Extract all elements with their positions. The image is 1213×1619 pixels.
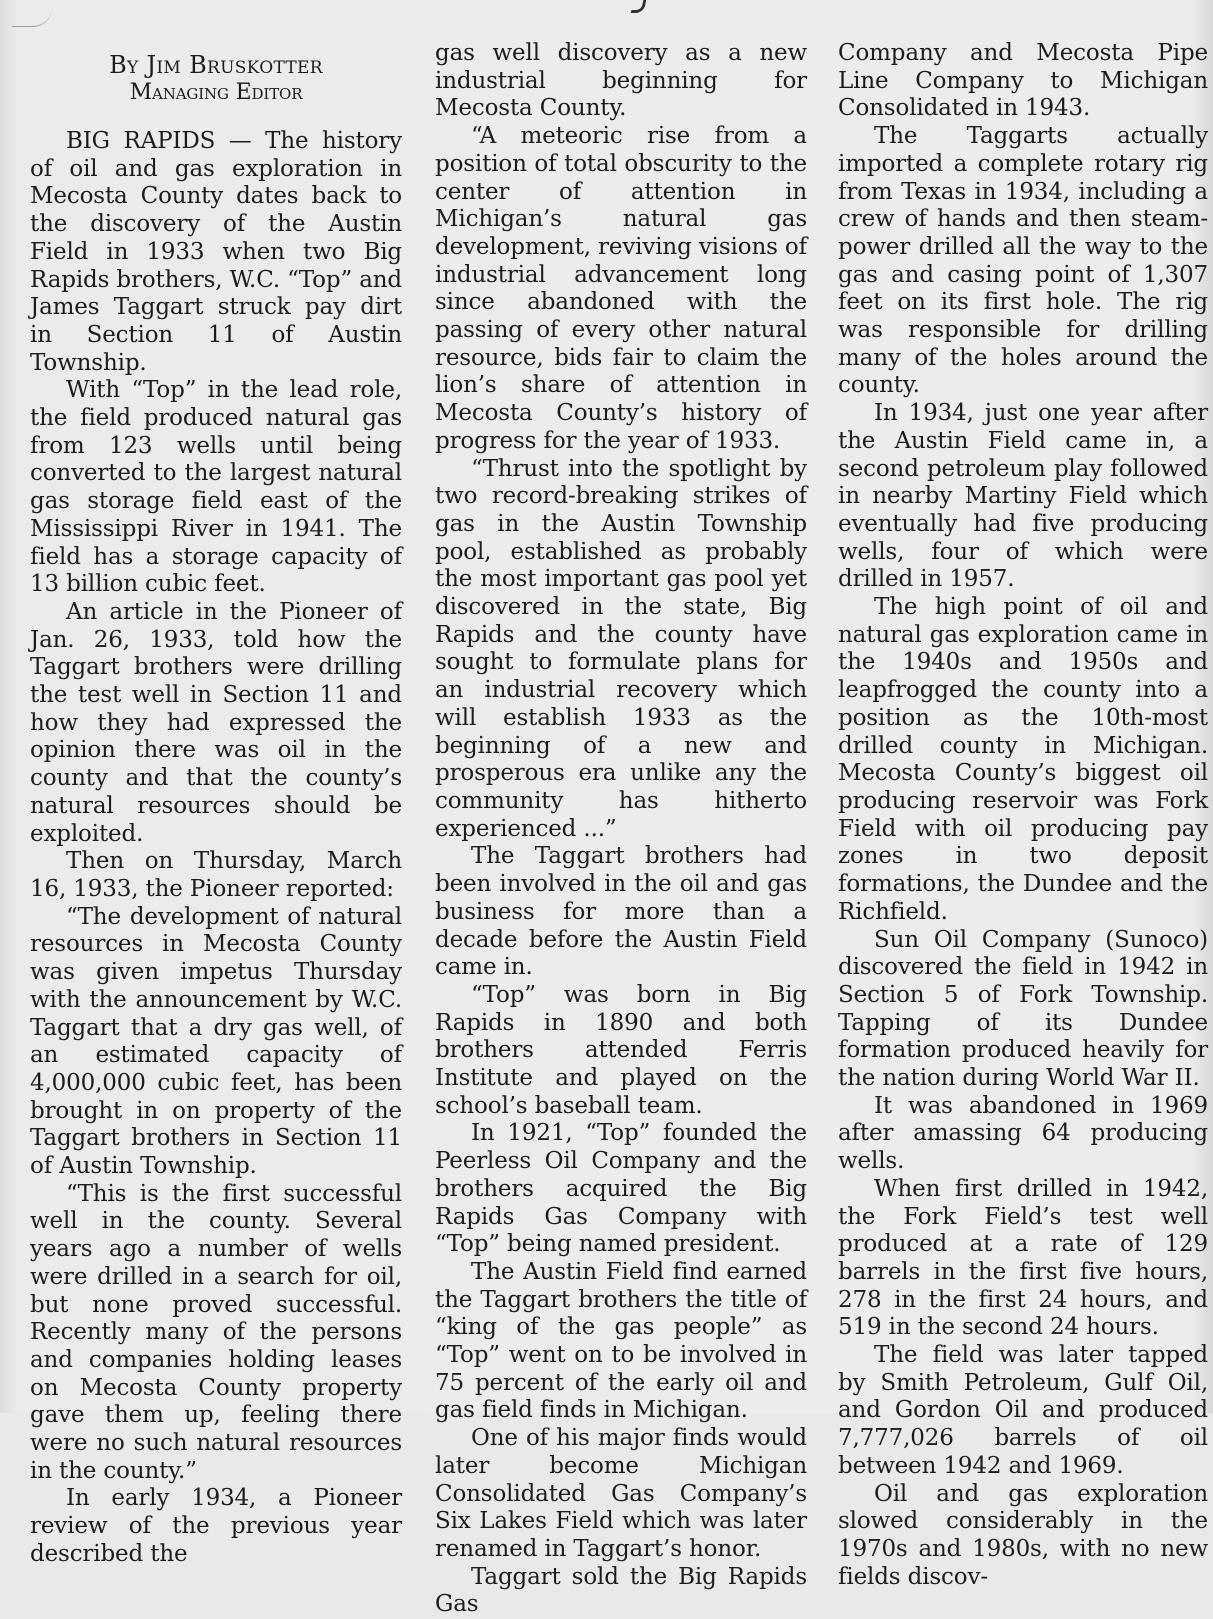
paragraph: gas well discovery as a new industrial beginning for Mecosta County. — [435, 40, 807, 122]
paragraph: Taggart sold the Big Rapids Gas — [435, 1563, 807, 1618]
paragraph: “This is the first successful well in the county. Several years ago a number of wells were drilled in a search for oil, but none proved successful. Recently many of the persons and companies holding leases on Mecosta County property gave them up, feeling there were no such natural resources in the county.” — [30, 1180, 402, 1484]
paragraph: When first drilled in 1942, the Fork Field’s test well produced at a rate of 129 barrels in the first five hours, 278 in the first 24 hours, and 519 in the second 24 hours. — [838, 1175, 1208, 1341]
paragraph: In 1921, “Top” founded the Peerless Oil Company and the brothers acquired the Big Rapids Gas Company with “Top” being named president. — [435, 1120, 807, 1258]
corner-mark — [12, 8, 52, 27]
paragraph: “A meteoric rise from a position of total obscurity to the center of attention in Michigan’s natural gas development, reviving visions of industrial advancement long since abandoned with the passing of every other natural resource, bids fair to claim the lion’s share of attention in Mecosta County’s history of progress for the year of 1933. — [435, 123, 807, 454]
column-1 — [30, 40, 402, 1569]
paragraph: The Taggarts actually imported a complete rotary rig from Texas in 1934, including a crew of hands and then steam-power drilled all the way to the gas and casing point of 1,307 feet on its first hole. The rig was responsible for drilling many of the holes around the county. — [838, 123, 1208, 399]
paragraph: Company and Mecosta Pipe Line Company to Michigan Consolidated in 1943. — [838, 40, 1208, 122]
paragraph: With “Top” in the lead role, the field produced natural gas from 123 wells until being converted to the largest natural gas storage field east of the Mississippi River in 1941. The field has a storage capacity of 13 billion cubic feet. — [30, 377, 402, 598]
column-3 — [838, 40, 1208, 1591]
paragraph: In 1934, just one year after the Austin Field came in, a second petroleum play followed in nearby Martiny Field which eventually had five producing wells, four of which were drilled in 1957. — [838, 400, 1208, 593]
byline-author: By Jim Bruskotter — [109, 51, 323, 79]
top-edge-mark — [631, 0, 647, 13]
paragraph: The field was later tapped by Smith Petroleum, Gulf Oil, and Gordon Oil and produced 7,777,026 barrels of oil between 1942 and 1969. — [838, 1342, 1208, 1479]
byline-title: Managing Editor — [129, 80, 303, 105]
paragraph: “Top” was born in Big Rapids in 1890 and both brothers attended Ferris Institute and played on the school’s baseball team. — [435, 981, 807, 1119]
paragraph: Then on Thursday, March 16, 1933, the Pioneer reported: — [30, 848, 402, 902]
column-2 — [435, 40, 807, 1619]
paragraph: Sun Oil Company (Sunoco) discovered the field in 1942 in Section 5 of Fork Township. Tapping of its Dundee formation produced heavily for the nation during World War II. — [838, 926, 1208, 1092]
paragraph: The Austin Field find earned the Taggart brothers the title of “king of the gas people” as “Top” went on to be involved in 75 percent of the early oil and gas field finds in Michigan. — [435, 1258, 807, 1424]
paragraph: Oil and gas exploration slowed considerably in the 1970s and 1980s, with no new fields discov- — [838, 1480, 1208, 1590]
paragraph: In early 1934, a Pioneer review of the previous year described the — [30, 1485, 402, 1567]
paragraph: “Thrust into the spotlight by two record-breaking strikes of gas in the Austin Township pool, established as probably the most important gas pool yet discovered in the state, Big Rapids and the county have sought to formulate plans for an industrial recovery which will establish 1933 as the beginning of a new and prosperous era unlike any the community has hitherto experienced ...” — [435, 455, 807, 842]
paragraph: BIG RAPIDS — The history of oil and gas exploration in Mecosta County dates back to the discovery of the Austin Field in 1933 when two Big Rapids brothers, W.C. “Top” and James Taggart struck pay dirt in Section 11 of Austin Township. — [30, 128, 403, 376]
paragraph: An article in the Pioneer of Jan. 26, 1933, told how the Taggart brothers were drilling the test well in Section 11 and how they had expressed the opinion there was oil in the county and that the county’s natural resources should be exploited. — [30, 598, 402, 847]
paragraph: It was abandoned in 1969 after amassing 64 producing wells. — [838, 1092, 1208, 1175]
paragraph: One of his major finds would later become Michigan Consolidated Gas Company’s Six Lakes Field which was later renamed in Taggart’s honor. — [435, 1425, 807, 1562]
paragraph: The high point of oil and natural gas exploration came in the 1940s and 1950s and leapfrogged the county into a position as the 10th-most drilled county in Michigan. Mecosta County’s biggest oil producing reservoir was Fork Field with oil producing pay zones in two deposit formations, the Dundee and the Richfield. — [838, 594, 1208, 925]
paragraph: The Taggart brothers had been involved in the oil and gas business for more than a decade before the Austin Field came in. — [435, 843, 807, 981]
paragraph: “The development of natural resources in Mecosta County was given impetus Thursday with the announcement by W.C. Taggart that a dry gas well, of an estimated capacity of 4,000,000 cubic feet, has been brought in on property of the Taggart brothers in Section 11 of Austin Township. — [30, 903, 402, 1180]
